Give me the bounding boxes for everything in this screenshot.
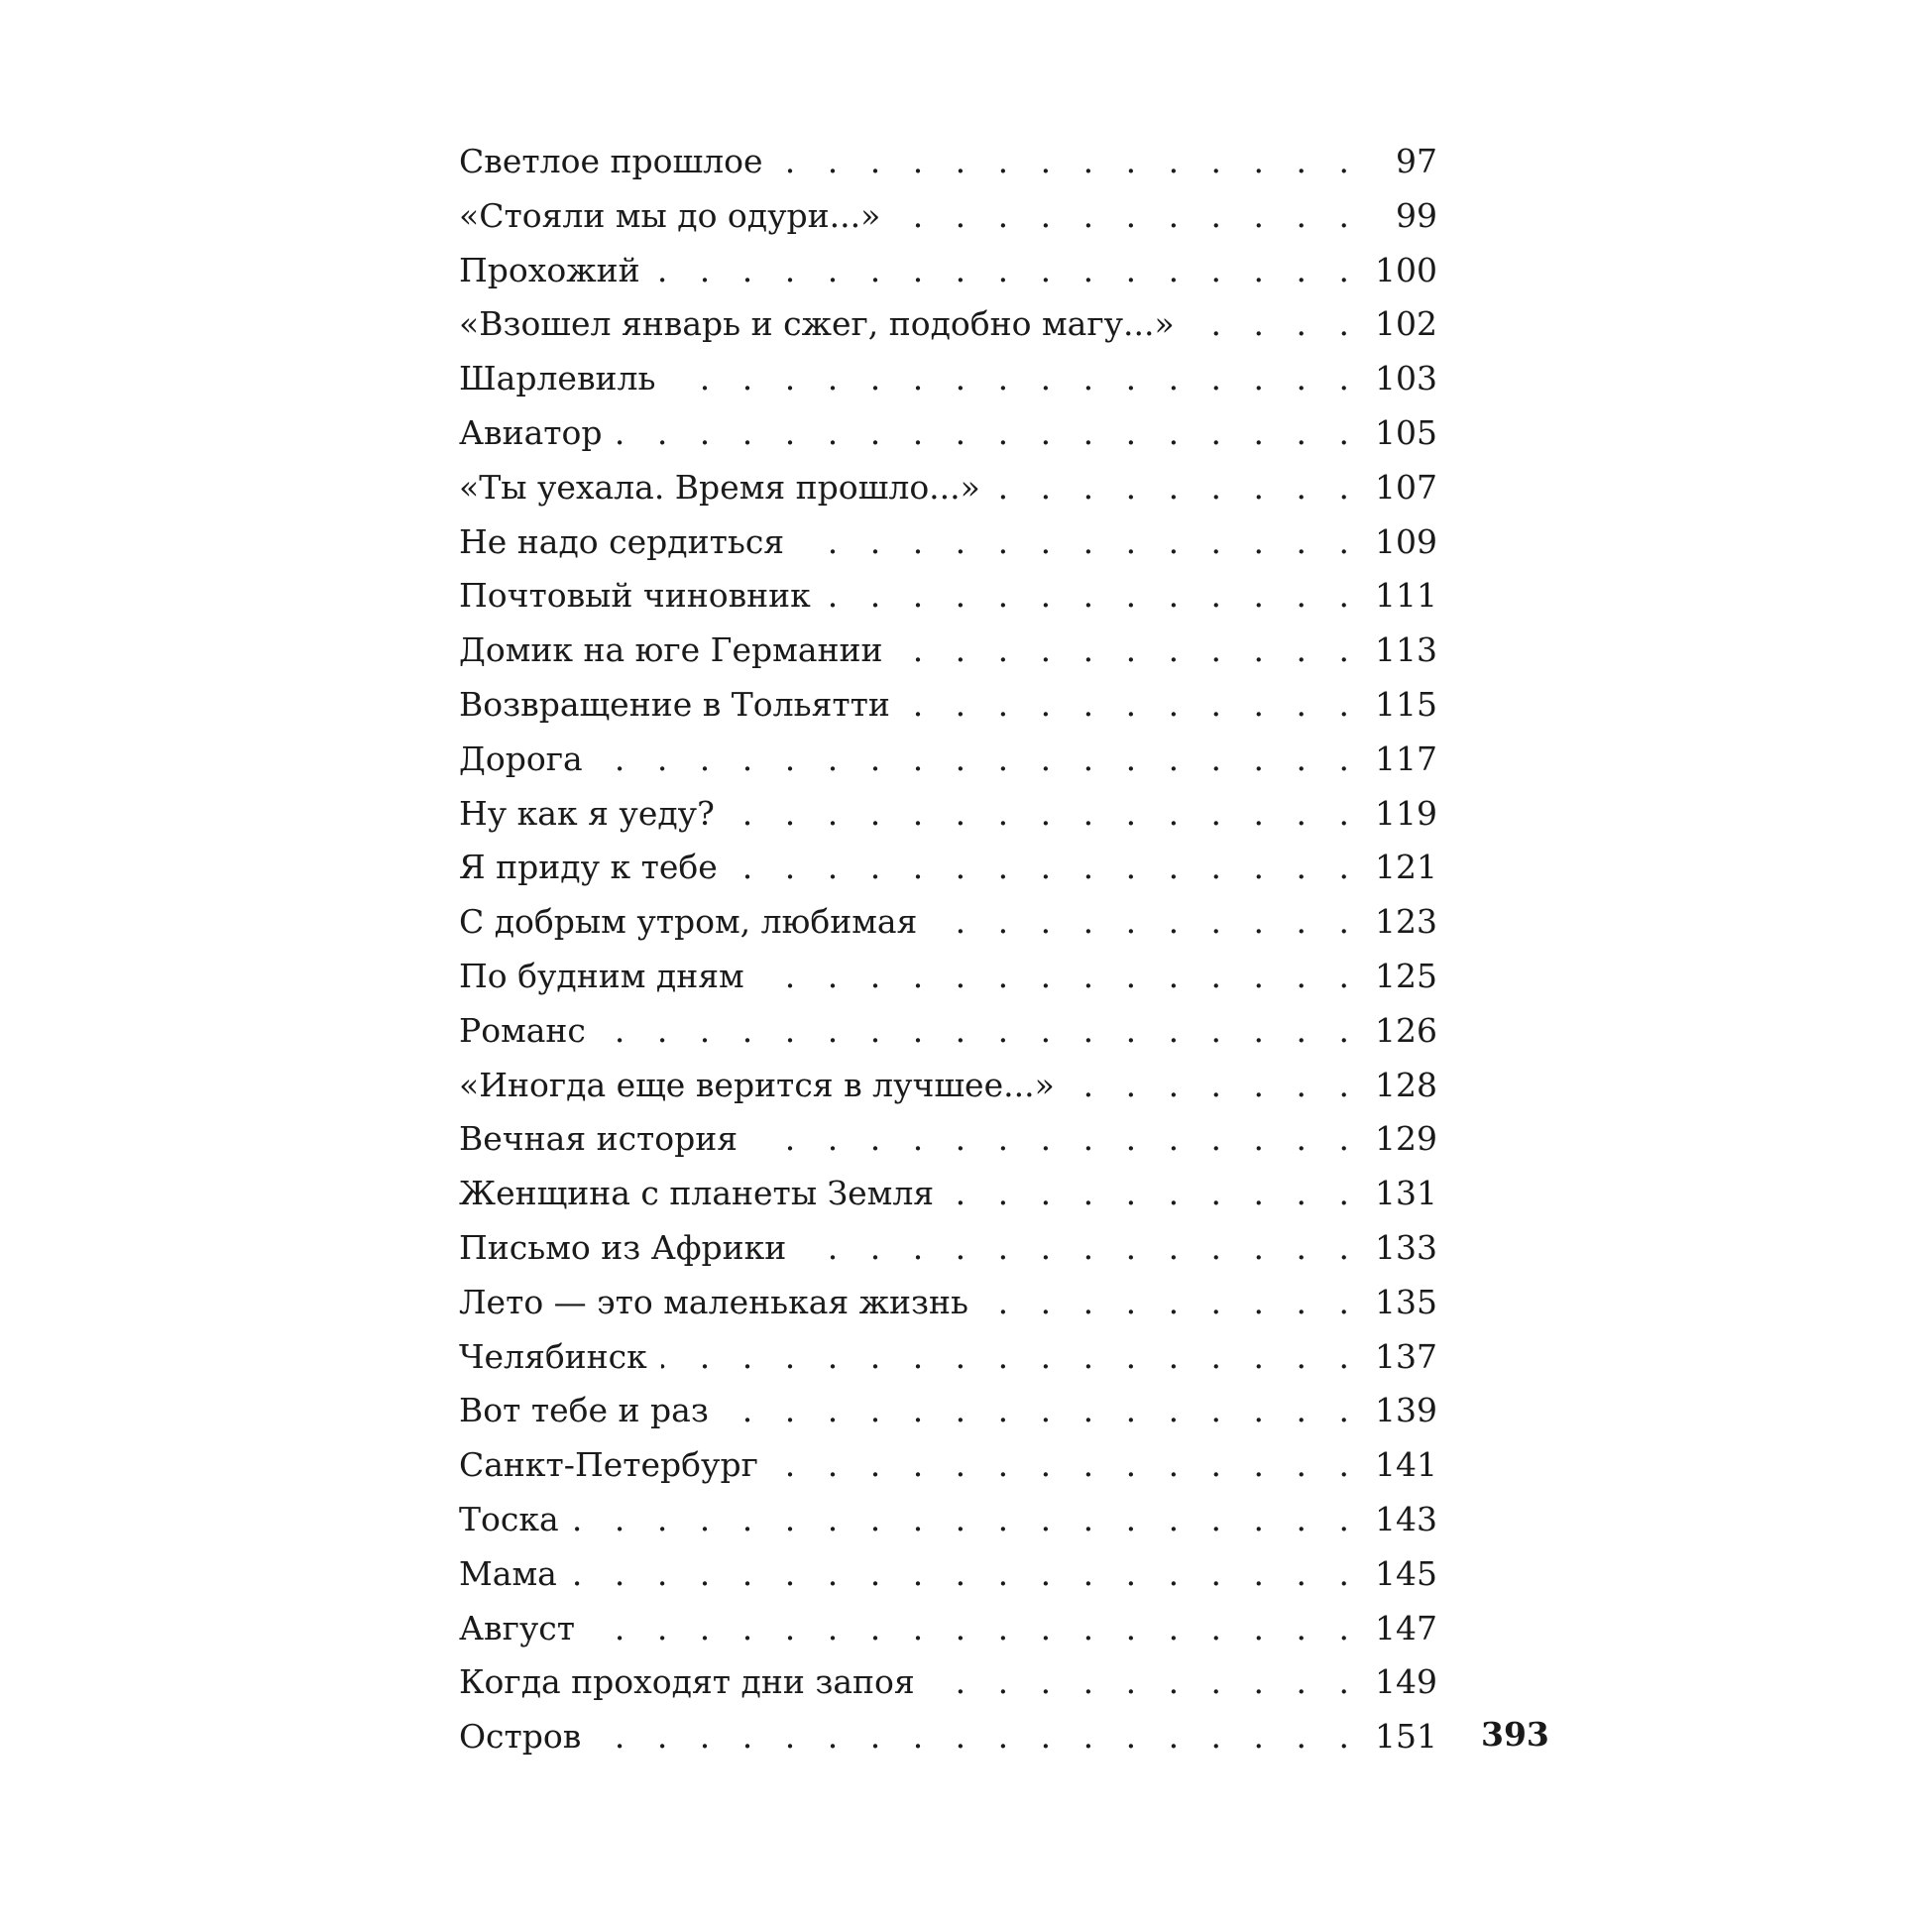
page-number: 393 [1481, 1715, 1549, 1754]
toc-entry [459, 1276, 1437, 1330]
toc-entry-title: Романс [459, 1010, 586, 1050]
toc-entry [459, 841, 1437, 895]
toc-entry-title: Остров [459, 1717, 582, 1757]
toc-entry-title: Возвращение в Тольятти [459, 684, 890, 724]
toc-entry [459, 733, 1437, 787]
toc-entry-page: 105 [1375, 412, 1437, 452]
toc-entry [459, 624, 1437, 678]
toc-entry-title: «Иногда еще верится в лучшее...» [459, 1065, 1055, 1104]
toc-dot-leader [777, 135, 1361, 189]
toc-dot-leader [772, 1438, 1360, 1493]
toc-entry-title: «Стояли мы до одури...» [459, 195, 881, 235]
toc-entry-page: 128 [1375, 1065, 1437, 1104]
toc-entry-page: 126 [1375, 1010, 1437, 1050]
toc-dot-leader [732, 841, 1360, 895]
toc-entry-title: Ну как я уеду? [459, 793, 715, 833]
toc-entry [459, 297, 1437, 352]
toc-entry [459, 1059, 1437, 1113]
toc-entry [459, 135, 1437, 189]
toc-dot-leader [800, 1221, 1360, 1276]
table-of-contents [459, 135, 1437, 1764]
toc-dot-leader [904, 678, 1360, 733]
toc-entry-page: 149 [1375, 1662, 1437, 1702]
toc-entry-title: По будним дням [459, 956, 744, 995]
toc-entry-title: Домик на юге Германии [459, 630, 883, 670]
toc-dot-leader [1189, 297, 1360, 352]
toc-entry [459, 1004, 1437, 1059]
toc-entry-title: Август [459, 1608, 576, 1648]
toc-entry-title: Прохожий [459, 250, 640, 289]
toc-entry [459, 352, 1437, 406]
toc-entry-page: 119 [1375, 793, 1437, 833]
toc-entry-title: Шарлевиль [459, 359, 656, 398]
toc-entry [459, 1493, 1437, 1547]
toc-dot-leader [894, 189, 1360, 244]
toc-entry-page: 143 [1375, 1499, 1437, 1538]
toc-entry-page: 129 [1375, 1119, 1437, 1159]
toc-entry-page: 117 [1375, 739, 1437, 778]
toc-entry-title: С добрым утром, любимая [459, 902, 918, 942]
toc-entry [459, 1384, 1437, 1438]
toc-entry [459, 1602, 1437, 1656]
toc-dot-leader [573, 1493, 1360, 1547]
toc-entry-title: Письмо из Африки [459, 1227, 787, 1267]
toc-entry-page: 109 [1375, 521, 1437, 561]
toc-entry-title: Челябинск [459, 1336, 647, 1376]
toc-entry-page: 145 [1375, 1553, 1437, 1593]
toc-entry-page: 102 [1375, 304, 1437, 344]
toc-dot-leader [929, 1655, 1360, 1710]
toc-dot-leader [729, 787, 1360, 842]
toc-entry-page: 107 [1375, 467, 1437, 507]
toc-dot-leader [723, 1384, 1360, 1438]
toc-entry-page: 121 [1375, 848, 1437, 887]
toc-entry-page: 125 [1375, 956, 1437, 995]
toc-entry [459, 569, 1437, 624]
toc-entry-title: Почтовый чиновник [459, 576, 811, 616]
toc-entry [459, 1655, 1437, 1710]
toc-entry-page: 137 [1375, 1336, 1437, 1376]
toc-entry-page: 133 [1375, 1227, 1437, 1267]
toc-entry-page: 115 [1375, 684, 1437, 724]
toc-dot-leader [595, 1710, 1360, 1764]
toc-entry-page: 141 [1375, 1445, 1437, 1485]
toc-entry-title: Не надо сердиться [459, 521, 785, 561]
toc-dot-leader [654, 244, 1360, 298]
toc-entry-page: 123 [1375, 902, 1437, 942]
toc-entry [459, 1112, 1437, 1167]
toc-entry-title: Светлое прошлое [459, 142, 763, 180]
toc-dot-leader [994, 461, 1360, 515]
toc-entry-title: Дорога [459, 739, 583, 778]
toc-entry [459, 244, 1437, 298]
toc-entry-page: 103 [1375, 359, 1437, 398]
toc-entry [459, 787, 1437, 842]
toc-entry-page: 139 [1375, 1391, 1437, 1430]
toc-entry-page: 131 [1375, 1174, 1437, 1213]
toc-entry [459, 895, 1437, 950]
toc-dot-leader [931, 895, 1360, 950]
toc-dot-leader [589, 1602, 1360, 1656]
toc-dot-leader [600, 1004, 1360, 1059]
toc-entry [459, 515, 1437, 570]
toc-entry-title: Тоска [459, 1499, 559, 1538]
toc-entry-title: Лето — это маленькая жизнь [459, 1282, 968, 1321]
toc-entry [459, 1167, 1437, 1221]
toc-dot-leader [825, 569, 1360, 624]
toc-entry-page: 111 [1375, 576, 1437, 616]
toc-entry [459, 406, 1437, 461]
toc-entry-page: 151 [1375, 1717, 1437, 1757]
toc-entry-title: Вот тебе и раз [459, 1391, 709, 1430]
toc-dot-leader [751, 1112, 1360, 1167]
toc-dot-leader [1069, 1059, 1360, 1113]
toc-entry-page: 99 [1396, 195, 1437, 235]
toc-entry [459, 189, 1437, 244]
toc-entry-title: Авиатор [459, 412, 603, 452]
toc-entry [459, 461, 1437, 515]
toc-entry-page: 100 [1375, 250, 1437, 289]
toc-dot-leader [897, 624, 1360, 678]
toc-entry [459, 1221, 1437, 1276]
toc-entry [459, 1330, 1437, 1385]
toc-entry-title: «Ты уехала. Время прошло...» [459, 467, 980, 507]
toc-dot-leader [571, 1547, 1360, 1602]
toc-entry-page: 135 [1375, 1282, 1437, 1321]
toc-dot-leader [982, 1276, 1360, 1330]
toc-entry [459, 1547, 1437, 1602]
toc-entry-page: 97 [1396, 142, 1437, 180]
toc-entry [459, 950, 1437, 1004]
toc-dot-leader [669, 352, 1360, 406]
toc-entry-title: Мама [459, 1553, 557, 1593]
toc-entry-title: Женщина с планеты Земля [459, 1174, 935, 1213]
toc-entry-title: Я приду к тебе [459, 848, 718, 887]
toc-dot-leader [758, 950, 1360, 1004]
toc-entry-title: «Взошел январь и сжег, подобно магу...» [459, 304, 1175, 344]
toc-entry-title: Санкт-Петербург [459, 1445, 758, 1485]
toc-entry [459, 678, 1437, 733]
toc-entry-page: 147 [1375, 1608, 1437, 1648]
toc-dot-leader [798, 515, 1360, 570]
toc-entry [459, 1438, 1437, 1493]
toc-dot-leader [597, 733, 1360, 787]
toc-entry [459, 1710, 1437, 1764]
toc-dot-leader [617, 406, 1361, 461]
toc-entry-page: 113 [1375, 630, 1437, 670]
toc-dot-leader [948, 1167, 1360, 1221]
toc-entry-title: Когда проходят дни запоя [459, 1662, 915, 1702]
toc-entry-title: Вечная история [459, 1119, 739, 1159]
toc-dot-leader [661, 1330, 1360, 1385]
